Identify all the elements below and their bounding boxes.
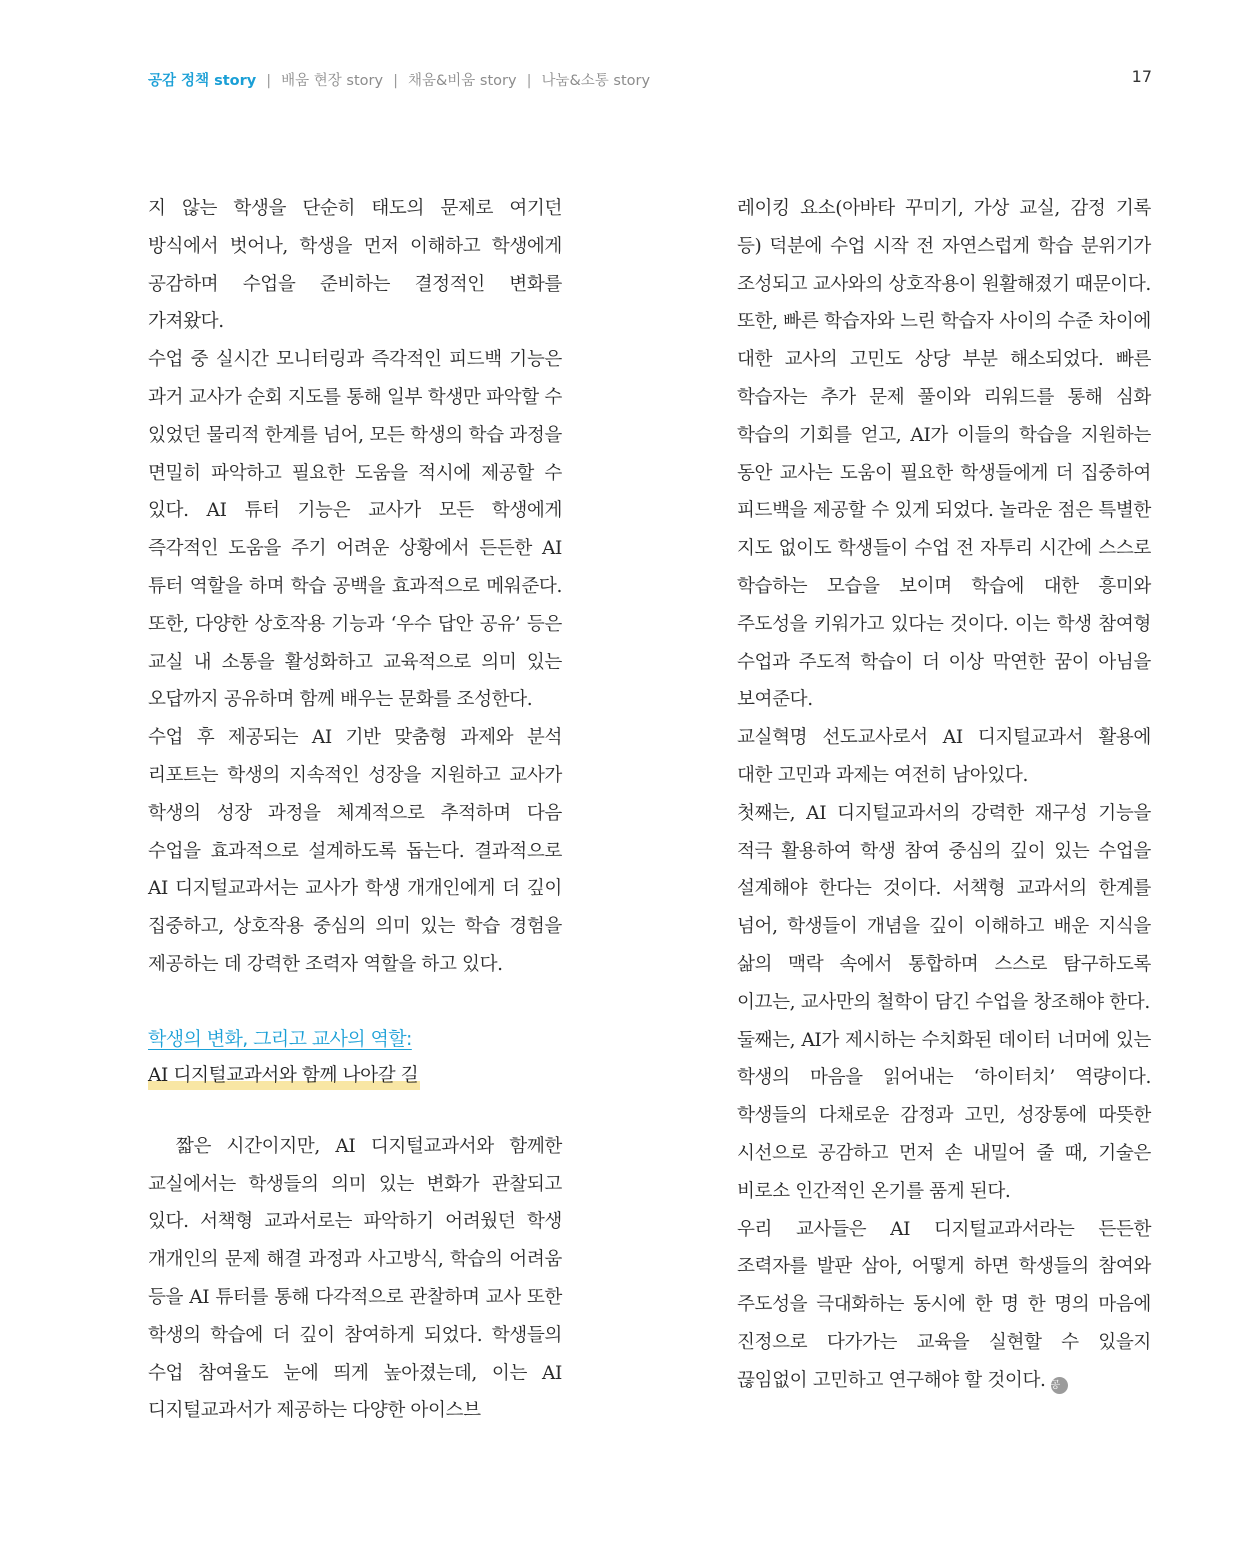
nav-separator: | [526, 73, 532, 89]
paragraph: 둘째는, AI가 제시하는 수치화된 데이터 너머에 있는 학생의 마음을 읽어내는 ‘하이터치’ 역량이다. 학생들의 다채로운 감정과 고민, 성장통에 따뜻한 시선으로 공감하고 먼저 손 내밀어 줄 때, 기술은 비로소 인간적인 온기를 품게 된다. [737, 1029, 1151, 1202]
left-column [148, 190, 562, 1430]
paragraph: 수업 중 실시간 모니터링과 즉각적인 피드백 기능은 과거 교사가 순회 지도를 통해 일부 학생만 파악할 수 있었던 물리적 한계를 넘어, 모든 학생의 학습 과정을 면밀히 파악하고 필요한 도움을 적시에 제공할 수 있다. AI 튜터 기능은 교사가 모든 학생에게 즉각적인 도움을 주기 어려운 상황에서 든든한 AI 튜터 역할을 하며 학습 공백을 효과적으로 메워준다. 또한, 다양한 상호작용 기능과 ‘우수 답안 공유’ 등은 교실 내 소통을 활성화하고 교육적으로 의미 있는 오답까지 공유하며 함께 배우는 문화를 조성한다. [148, 349, 562, 711]
page-header [148, 66, 1152, 92]
paragraph: 수업 후 제공되는 AI 기반 맞춤형 과제와 분석 리포트는 학생의 지속적인 성장을 지원하고 교사가 학생의 성장 과정을 체계적으로 추적하며 다음 수업을 효과적으로 설계하도록 돕는다. 결과적으로 AI 디지털교과서는 교사가 학생 개개인에게 더 깊이 집중하고, 상호작용 중심의 의미 있는 학습 경험을 제공하는 데 강력한 조력자 역할을 하고 있다. [148, 727, 562, 975]
closing-paragraph [737, 1211, 1151, 1400]
paragraph: 지 않는 학생을 단순히 태도의 문제로 여기던 방식에서 벗어나, 학생을 먼저 이해하고 학생에게 공감하며 수업을 준비하는 결정적인 변화를 가져왔다. [148, 198, 562, 333]
section-subtitle: AI 디지털교과서와 함께 나아갈 길 [148, 1062, 420, 1090]
end-mark-icon: 공 [1051, 1377, 1068, 1394]
closing-paragraph-text: 우리 교사들은 AI 디지털교과서라는 든든한 조력자를 발판 삼아, 어떻게 하면 학생들의 참여와 주도성을 극대화하는 동시에 한 명 한 명의 마음에 진정으로 다가가는 교육을 실현할 수 있을지 끊임없이 고민하고 연구해야 할 것이다. [737, 1218, 1151, 1391]
section-title: 학생의 변화, 그리고 교사의 역할: [148, 1027, 412, 1050]
paragraph: 교실혁명 선도교사로서 AI 디지털교과서 활용에 대한 고민과 과제는 여전히 남아있다. [737, 727, 1151, 786]
paragraph: 첫째는, AI 디지털교과서의 강력한 재구성 기능을 적극 활용하여 학생 참여 중심의 깊이 있는 수업을 설계해야 한다는 것이다. 서책형 교과서의 한계를 넘어, 학생들이 개념을 깊이 이해하고 배운 지식을 삶의 맥락 속에서 통합하며 스스로 탐구하도록 이끄는, 교사만의 철학이 담긴 수업을 창조해야 한다. [737, 802, 1151, 1013]
section-heading [148, 1026, 562, 1090]
nav-item-share-story[interactable]: 나눔&소통 story [541, 73, 651, 89]
paragraph: 짧은 시간이지만, AI 디지털교과서와 함께한 교실에서는 학생들의 의미 있는 변화가 관찰되고 있다. 서책형 교과서로는 파악하기 어려웠던 학생 개개인의 문제 해결 과정과 사고방식, 학습의 어려움 등을 AI 튜터를 통해 다각적으로 관찰하며 교사 또한 학생의 학습에 더 깊이 참여하게 되었다. 학생들의 수업 참여율도 눈에 띄게 높아졌는데, 이는 AI 디지털교과서가 제공하는 다양한 아이스브 [148, 1135, 562, 1422]
paragraph: 레이킹 요소(아바타 꾸미기, 가상 교실, 감정 기록 등) 덕분에 수업 시작 전 자연스럽게 학습 분위기가 조성되고 교사와의 상호작용이 원활해졌기 때문이다. [737, 198, 1151, 295]
nav-item-policy-story[interactable]: 공감 정책 story [148, 73, 257, 89]
right-column [737, 190, 1151, 1400]
section-nav [148, 69, 650, 90]
nav-separator: | [266, 73, 272, 89]
paragraph: 또한, 빠른 학습자와 느린 학습자 사이의 수준 차이에 대한 교사의 고민도 상당 부분 해소되었다. 빠른 학습자는 추가 문제 풀이와 리워드를 통해 심화 학습의 기회를 얻고, AI가 이들의 학습을 지원하는 동안 교사는 도움이 필요한 학생들에게 더 집중하여 피드백을 제공할 수 있게 되었다. 놀라운 점은 특별한 지도 없이도 학생들이 수업 전 자투리 시간에 스스로 학습하는 모습을 보이며 학습에 대한 흥미와 주도성을 키워가고 있다는 것이다. 이는 학생 참여형 수업과 주도적 학습이 더 이상 막연한 꿈이 아님을 보여준다. [737, 311, 1151, 711]
nav-item-fill-empty-story[interactable]: 채움&비움 story [407, 73, 517, 89]
nav-item-field-story[interactable]: 배움 현장 story [281, 73, 384, 89]
page-number: 17 [1131, 67, 1152, 86]
nav-separator: | [393, 73, 398, 89]
